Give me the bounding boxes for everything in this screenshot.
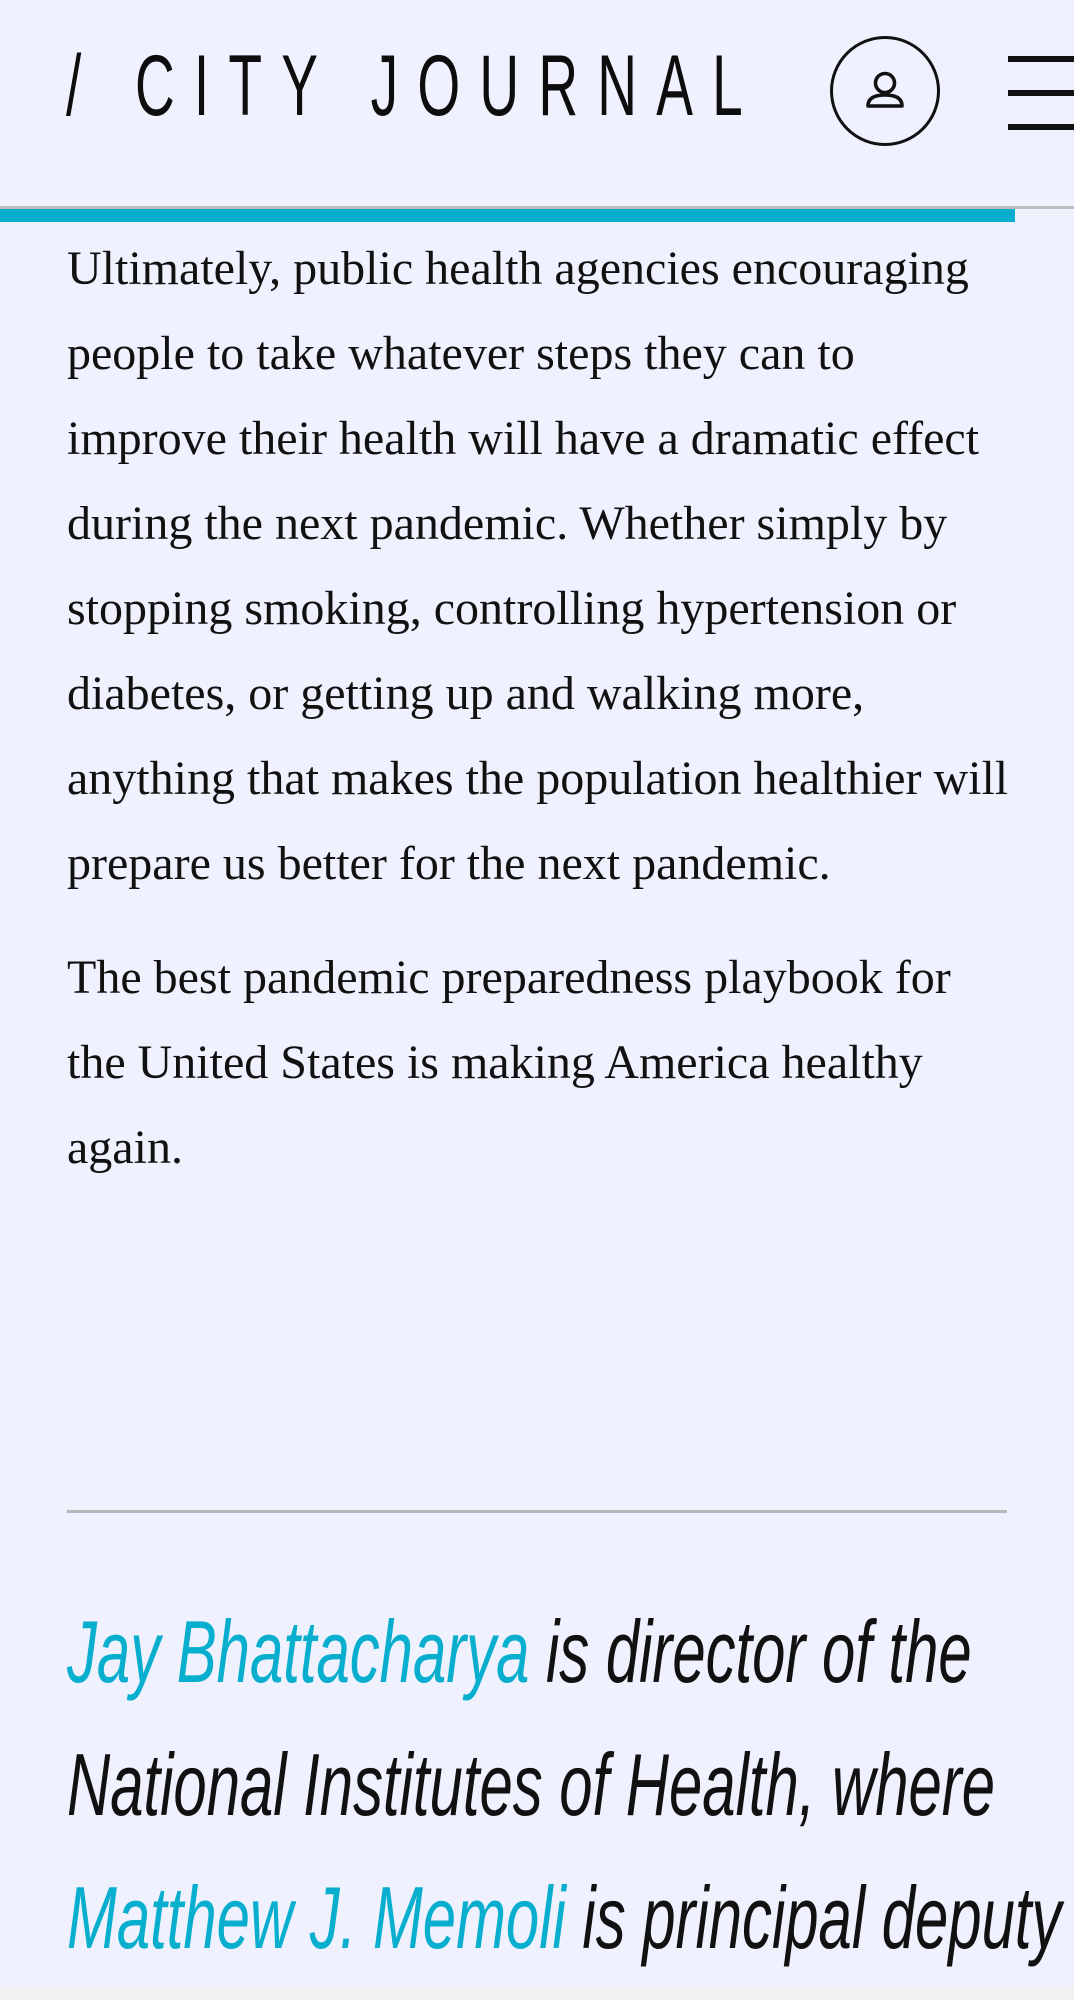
hamburger-menu-icon-bar-middle <box>1008 90 1074 96</box>
reading-progress-bar <box>0 209 1044 222</box>
bottom-browser-edge <box>0 1986 1074 2000</box>
account-button[interactable] <box>830 36 940 146</box>
author-bio <box>67 1585 1062 1984</box>
hamburger-menu-icon-bar-top <box>1008 56 1074 62</box>
article-paragraph: The best pandemic preparedness playbook for the United States is making America healthy again. <box>67 951 951 1174</box>
bio-text: National Institutes of Health, where <box>67 1735 996 1834</box>
author-link-matthew-memoli[interactable]: Matthew J. Memoli <box>67 1868 566 1967</box>
bio-line-2 <box>67 1718 996 1851</box>
site-header <box>0 0 1074 206</box>
author-bio-divider <box>67 1510 1007 1513</box>
hamburger-menu-icon-bar-bottom <box>1008 124 1074 130</box>
bio-line-1 <box>67 1585 972 1718</box>
city-journal-logo[interactable]: / CITY JOURNAL <box>66 38 762 134</box>
hamburger-menu-button[interactable] <box>1008 56 1074 132</box>
article-body <box>67 226 1017 1190</box>
bio-line-3 <box>67 1851 1062 1984</box>
article-paragraph: Ultimately, public health agencies encouraging people to take whatever steps they can to improve their health will have a dramatic effect during the next pandemic. Whether simply by stopping smoking, controlling hypertension or diabetes, or getting up and walking more, anything that makes the population healthier will prepare us better for the next pandemic. <box>67 242 1009 890</box>
bio-text: is director of the <box>529 1602 972 1701</box>
bio-text: is principal deputy <box>565 1868 1062 1967</box>
user-icon <box>833 39 937 143</box>
reading-progress-fill <box>0 209 1015 222</box>
author-link-jay-bhattacharya[interactable]: Jay Bhattacharya <box>67 1602 530 1701</box>
